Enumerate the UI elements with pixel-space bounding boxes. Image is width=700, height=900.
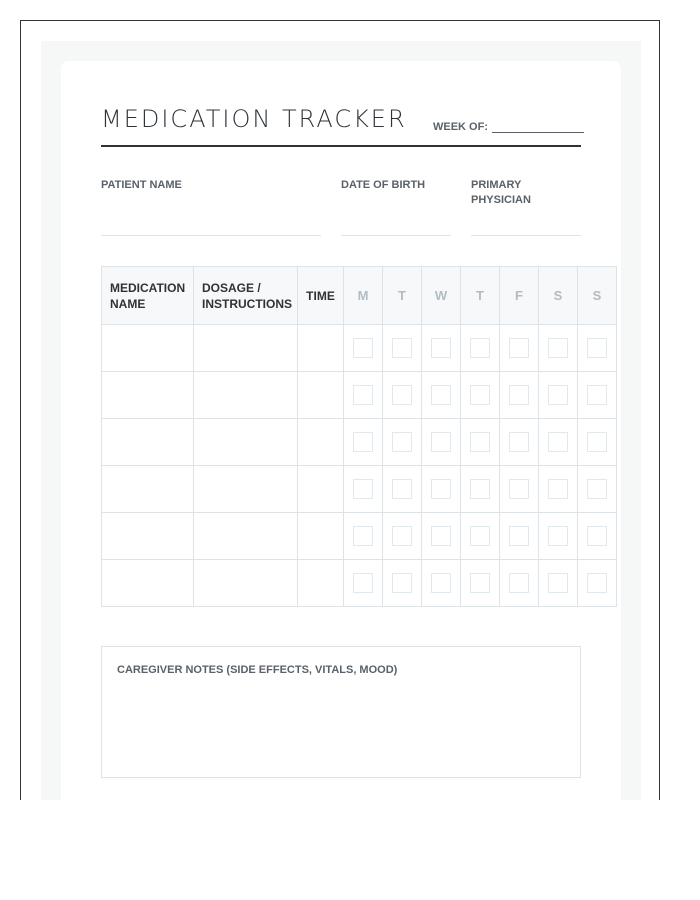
day-cell-thu — [461, 372, 500, 419]
day-cell-mon — [344, 325, 383, 372]
dosage-cell[interactable] — [194, 466, 298, 513]
checkbox-tue[interactable] — [392, 385, 412, 405]
dob-label: DATE OF BIRTH — [341, 179, 426, 191]
checkbox-fri[interactable] — [509, 479, 529, 499]
day-cell-sun — [578, 325, 617, 372]
day-cell-wed — [422, 513, 461, 560]
col-day-fri: F — [500, 267, 539, 325]
day-cell-wed — [422, 372, 461, 419]
sheet-background — [41, 41, 641, 800]
day-cell-mon — [344, 466, 383, 513]
day-cell-sat — [539, 325, 578, 372]
checkbox-fri[interactable] — [509, 573, 529, 593]
table-row — [102, 372, 617, 419]
day-cell-wed — [422, 560, 461, 607]
day-cell-tue — [383, 325, 422, 372]
checkbox-wed[interactable] — [431, 526, 451, 546]
day-cell-tue — [383, 372, 422, 419]
col-day-wed: W — [422, 267, 461, 325]
week-of-label: WEEK OF: — [433, 121, 488, 133]
dosage-cell[interactable] — [194, 372, 298, 419]
checkbox-sun[interactable] — [587, 526, 607, 546]
day-cell-sat — [539, 372, 578, 419]
col-day-mon: M — [344, 267, 383, 325]
checkbox-wed[interactable] — [431, 479, 451, 499]
day-cell-mon — [344, 513, 383, 560]
table-row — [102, 419, 617, 466]
col-medication-line1: MEDICATION — [110, 280, 186, 295]
checkbox-mon[interactable] — [353, 573, 373, 593]
day-cell-sat — [539, 419, 578, 466]
checkbox-thu[interactable] — [470, 526, 490, 546]
time-cell[interactable] — [298, 419, 344, 466]
col-day-sat: S — [539, 267, 578, 325]
medication-name-cell[interactable] — [102, 513, 194, 560]
medication-name-cell[interactable] — [102, 372, 194, 419]
day-cell-thu — [461, 325, 500, 372]
day-cell-mon — [344, 560, 383, 607]
day-cell-fri — [500, 513, 539, 560]
checkbox-wed[interactable] — [431, 432, 451, 452]
checkbox-mon[interactable] — [353, 338, 373, 358]
table-row — [102, 560, 617, 607]
checkbox-thu[interactable] — [470, 479, 490, 499]
day-cell-wed — [422, 466, 461, 513]
day-cell-tue — [383, 419, 422, 466]
physician-field[interactable] — [471, 235, 581, 236]
checkbox-mon[interactable] — [353, 432, 373, 452]
checkbox-thu[interactable] — [470, 338, 490, 358]
checkbox-sat[interactable] — [548, 573, 568, 593]
caregiver-notes-label: CAREGIVER NOTES (SIDE EFFECTS, VITALS, MOOD) — [117, 664, 398, 676]
checkbox-sat[interactable] — [548, 479, 568, 499]
dosage-cell[interactable] — [194, 513, 298, 560]
checkbox-tue[interactable] — [392, 526, 412, 546]
day-cell-tue — [383, 466, 422, 513]
dosage-cell[interactable] — [194, 325, 298, 372]
title-divider — [101, 145, 581, 147]
checkbox-mon[interactable] — [353, 479, 373, 499]
time-cell[interactable] — [298, 325, 344, 372]
checkbox-thu[interactable] — [470, 573, 490, 593]
medication-name-cell[interactable] — [102, 466, 194, 513]
physician-label — [471, 178, 531, 208]
checkbox-sun[interactable] — [587, 432, 607, 452]
medication-name-cell[interactable] — [102, 560, 194, 607]
week-of-field[interactable] — [433, 121, 584, 133]
checkbox-tue[interactable] — [392, 573, 412, 593]
checkbox-sat[interactable] — [548, 526, 568, 546]
checkbox-fri[interactable] — [509, 526, 529, 546]
medication-table — [101, 266, 617, 607]
day-cell-fri — [500, 560, 539, 607]
checkbox-tue[interactable] — [392, 432, 412, 452]
day-cell-thu — [461, 419, 500, 466]
checkbox-sat[interactable] — [548, 385, 568, 405]
time-cell[interactable] — [298, 372, 344, 419]
checkbox-tue[interactable] — [392, 479, 412, 499]
medication-name-cell[interactable] — [102, 419, 194, 466]
physician-label-line1: PRIMARY — [471, 179, 522, 191]
day-cell-wed — [422, 325, 461, 372]
day-cell-sun — [578, 372, 617, 419]
day-cell-sat — [539, 560, 578, 607]
col-medication-line2: NAME — [110, 296, 146, 311]
checkbox-thu[interactable] — [470, 432, 490, 452]
checkbox-sat[interactable] — [548, 432, 568, 452]
day-cell-mon — [344, 419, 383, 466]
col-day-tue: T — [383, 267, 422, 325]
col-dosage-line1: DOSAGE / — [202, 280, 261, 295]
checkbox-wed[interactable] — [431, 338, 451, 358]
checkbox-tue[interactable] — [392, 338, 412, 358]
day-cell-sun — [578, 513, 617, 560]
checkbox-sun[interactable] — [587, 573, 607, 593]
day-cell-sun — [578, 560, 617, 607]
checkbox-sun[interactable] — [587, 385, 607, 405]
day-cell-tue — [383, 513, 422, 560]
caregiver-notes-box[interactable] — [101, 646, 581, 778]
col-medication-name — [102, 267, 194, 325]
patient-name-field[interactable] — [101, 235, 321, 236]
checkbox-fri[interactable] — [509, 432, 529, 452]
checkbox-wed[interactable] — [431, 385, 451, 405]
medication-name-cell[interactable] — [102, 325, 194, 372]
table-row — [102, 466, 617, 513]
day-cell-fri — [500, 466, 539, 513]
day-cell-sat — [539, 466, 578, 513]
day-cell-fri — [500, 325, 539, 372]
table-row — [102, 325, 617, 372]
day-cell-thu — [461, 560, 500, 607]
medication-table-body — [102, 325, 617, 607]
day-cell-mon — [344, 372, 383, 419]
col-dosage — [194, 267, 298, 325]
day-cell-tue — [383, 560, 422, 607]
checkbox-mon[interactable] — [353, 385, 373, 405]
day-cell-thu — [461, 513, 500, 560]
checkbox-sun[interactable] — [587, 338, 607, 358]
col-time: TIME — [298, 267, 344, 325]
day-cell-thu — [461, 466, 500, 513]
table-row — [102, 513, 617, 560]
checkbox-fri[interactable] — [509, 385, 529, 405]
tracker-card — [61, 61, 621, 800]
page-title: MEDICATION TRACKER — [101, 105, 407, 133]
checkbox-thu[interactable] — [470, 385, 490, 405]
day-cell-sun — [578, 419, 617, 466]
time-cell[interactable] — [298, 560, 344, 607]
page-frame — [20, 20, 660, 800]
checkbox-wed[interactable] — [431, 573, 451, 593]
checkbox-sat[interactable] — [548, 338, 568, 358]
checkbox-fri[interactable] — [509, 338, 529, 358]
checkbox-sun[interactable] — [587, 479, 607, 499]
day-cell-fri — [500, 419, 539, 466]
time-cell[interactable] — [298, 513, 344, 560]
dosage-cell[interactable] — [194, 419, 298, 466]
day-cell-sun — [578, 466, 617, 513]
col-day-thu: T — [461, 267, 500, 325]
checkbox-mon[interactable] — [353, 526, 373, 546]
patient-name-label: PATIENT NAME — [101, 179, 182, 191]
table-header-row — [102, 267, 617, 325]
dob-field[interactable] — [341, 235, 451, 236]
physician-label-line2: PHYSICIAN — [471, 194, 531, 206]
col-dosage-line2: INSTRUCTIONS — [202, 296, 292, 311]
day-cell-wed — [422, 419, 461, 466]
day-cell-fri — [500, 372, 539, 419]
col-day-sun: S — [578, 267, 617, 325]
week-of-line[interactable] — [492, 122, 584, 133]
dosage-cell[interactable] — [194, 560, 298, 607]
time-cell[interactable] — [298, 466, 344, 513]
day-cell-sat — [539, 513, 578, 560]
